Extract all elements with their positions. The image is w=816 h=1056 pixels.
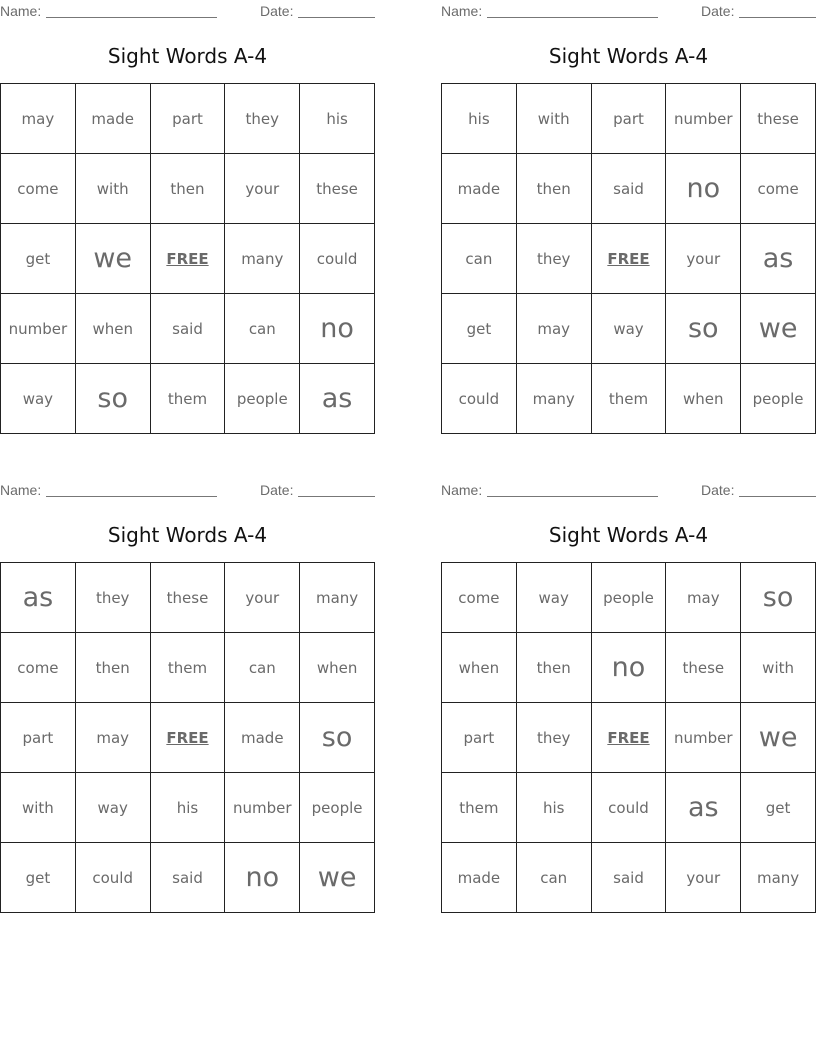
word-cell[interactable]: people	[592, 563, 667, 633]
word-cell[interactable]: your	[225, 563, 300, 633]
word-cell[interactable]: when	[666, 364, 741, 434]
word-cell[interactable]: them	[592, 364, 667, 434]
word-cell[interactable]: come	[1, 154, 76, 224]
word-cell[interactable]: said	[592, 154, 667, 224]
word-cell[interactable]: may	[517, 294, 592, 364]
bingo-grid	[0, 83, 375, 434]
word-cell[interactable]: could	[300, 224, 375, 294]
word-cell[interactable]: part	[592, 84, 667, 154]
word-cell[interactable]: then	[76, 633, 151, 703]
name-label: Name:	[441, 482, 483, 498]
name-label: Name:	[0, 482, 42, 498]
word-cell[interactable]: may	[76, 703, 151, 773]
word-cell[interactable]: number	[666, 84, 741, 154]
word-cell[interactable]: as	[1, 563, 76, 633]
bingo-card-1	[0, 0, 375, 414]
bingo-card-2	[441, 0, 816, 408]
word-cell[interactable]: could	[592, 773, 667, 843]
word-cell[interactable]: could	[442, 364, 517, 434]
card-header	[441, 479, 816, 501]
word-cell[interactable]: they	[225, 84, 300, 154]
word-cell[interactable]: as	[300, 364, 375, 434]
bingo-grid	[0, 562, 375, 913]
word-cell[interactable]: people	[741, 364, 816, 434]
word-cell[interactable]: said	[151, 294, 226, 364]
word-cell[interactable]: made	[442, 843, 517, 913]
word-cell[interactable]: we	[741, 294, 816, 364]
date-label: Date:	[701, 3, 735, 19]
word-cell[interactable]: these	[300, 154, 375, 224]
word-cell[interactable]: we	[300, 843, 375, 913]
word-cell[interactable]: his	[517, 773, 592, 843]
bingo-card-4	[441, 479, 816, 887]
card-header	[0, 479, 375, 501]
name-blank-line[interactable]	[487, 17, 658, 18]
bingo-grid	[441, 83, 816, 434]
word-cell[interactable]: your	[666, 224, 741, 294]
date-label: Date:	[260, 3, 294, 19]
name-blank-line[interactable]	[487, 496, 658, 497]
word-cell[interactable]: made	[76, 84, 151, 154]
card-header	[0, 0, 375, 22]
word-cell[interactable]: come	[741, 154, 816, 224]
name-blank-line[interactable]	[46, 496, 217, 497]
word-cell[interactable]: part	[151, 84, 226, 154]
word-cell[interactable]: your	[666, 843, 741, 913]
word-cell[interactable]: we	[76, 224, 151, 294]
word-cell[interactable]: people	[300, 773, 375, 843]
free-space-cell[interactable]: FREE	[592, 703, 667, 773]
date-label: Date:	[701, 482, 735, 498]
word-cell[interactable]: as	[741, 224, 816, 294]
word-cell[interactable]: many	[741, 843, 816, 913]
word-cell[interactable]: get	[442, 294, 517, 364]
bingo-card-3	[0, 479, 375, 893]
word-cell[interactable]: then	[517, 154, 592, 224]
free-space-cell[interactable]: FREE	[151, 703, 226, 773]
date-blank-line[interactable]	[298, 496, 375, 497]
date-blank-line[interactable]	[739, 496, 816, 497]
word-cell[interactable]: said	[592, 843, 667, 913]
word-cell[interactable]: these	[151, 563, 226, 633]
word-cell[interactable]: as	[666, 773, 741, 843]
word-cell[interactable]: they	[76, 563, 151, 633]
word-cell[interactable]: way	[517, 563, 592, 633]
word-cell[interactable]: his	[151, 773, 226, 843]
word-cell[interactable]: so	[666, 294, 741, 364]
card-title: Sight Words A-4	[107, 523, 268, 547]
word-cell[interactable]: part	[1, 703, 76, 773]
word-cell[interactable]: so	[741, 563, 816, 633]
word-cell[interactable]: made	[225, 703, 300, 773]
word-cell[interactable]: we	[741, 703, 816, 773]
date-label: Date:	[260, 482, 294, 498]
word-cell[interactable]: with	[741, 633, 816, 703]
word-cell[interactable]: these	[741, 84, 816, 154]
word-cell[interactable]: can	[225, 633, 300, 703]
date-blank-line[interactable]	[739, 17, 816, 18]
word-cell[interactable]: these	[666, 633, 741, 703]
word-cell[interactable]: come	[1, 633, 76, 703]
word-cell[interactable]: could	[76, 843, 151, 913]
free-space-cell[interactable]: FREE	[151, 224, 226, 294]
word-cell[interactable]: many	[225, 224, 300, 294]
word-cell[interactable]: come	[442, 563, 517, 633]
card-title: Sight Words A-4	[548, 44, 709, 68]
bingo-grid	[441, 562, 816, 913]
word-cell[interactable]: may	[1, 84, 76, 154]
word-cell[interactable]: many	[517, 364, 592, 434]
word-cell[interactable]: number	[666, 703, 741, 773]
word-cell[interactable]: said	[151, 843, 226, 913]
word-cell[interactable]: no	[592, 633, 667, 703]
word-cell[interactable]: get	[741, 773, 816, 843]
name-blank-line[interactable]	[46, 17, 217, 18]
word-cell[interactable]: no	[300, 294, 375, 364]
card-title: Sight Words A-4	[548, 523, 709, 547]
word-cell[interactable]: his	[300, 84, 375, 154]
word-cell[interactable]: them	[151, 364, 226, 434]
word-cell[interactable]: no	[666, 154, 741, 224]
free-space-cell[interactable]: FREE	[592, 224, 667, 294]
word-cell[interactable]: then	[151, 154, 226, 224]
word-cell[interactable]: when	[300, 633, 375, 703]
word-cell[interactable]: with	[517, 84, 592, 154]
word-cell[interactable]: get	[1, 843, 76, 913]
word-cell[interactable]: they	[517, 224, 592, 294]
word-cell[interactable]: get	[1, 224, 76, 294]
word-cell[interactable]: may	[666, 563, 741, 633]
word-cell[interactable]: number	[1, 294, 76, 364]
name-label: Name:	[441, 3, 483, 19]
word-cell[interactable]: they	[517, 703, 592, 773]
word-cell[interactable]: can	[517, 843, 592, 913]
word-cell[interactable]: way	[592, 294, 667, 364]
word-cell[interactable]: way	[1, 364, 76, 434]
word-cell[interactable]: so	[300, 703, 375, 773]
word-cell[interactable]: made	[442, 154, 517, 224]
word-cell[interactable]: his	[442, 84, 517, 154]
word-cell[interactable]: with	[76, 154, 151, 224]
word-cell[interactable]: when	[442, 633, 517, 703]
word-cell[interactable]: can	[225, 294, 300, 364]
word-cell[interactable]: them	[151, 633, 226, 703]
word-cell[interactable]: your	[225, 154, 300, 224]
word-cell[interactable]: number	[225, 773, 300, 843]
card-header	[441, 0, 816, 22]
word-cell[interactable]: part	[442, 703, 517, 773]
card-title: Sight Words A-4	[107, 44, 268, 68]
word-cell[interactable]: no	[225, 843, 300, 913]
word-cell[interactable]: can	[442, 224, 517, 294]
word-cell[interactable]: then	[517, 633, 592, 703]
name-label: Name:	[0, 3, 42, 19]
word-cell[interactable]: many	[300, 563, 375, 633]
word-cell[interactable]: when	[76, 294, 151, 364]
word-cell[interactable]: so	[76, 364, 151, 434]
word-cell[interactable]: them	[442, 773, 517, 843]
date-blank-line[interactable]	[298, 17, 375, 18]
word-cell[interactable]: people	[225, 364, 300, 434]
word-cell[interactable]: with	[1, 773, 76, 843]
word-cell[interactable]: way	[76, 773, 151, 843]
